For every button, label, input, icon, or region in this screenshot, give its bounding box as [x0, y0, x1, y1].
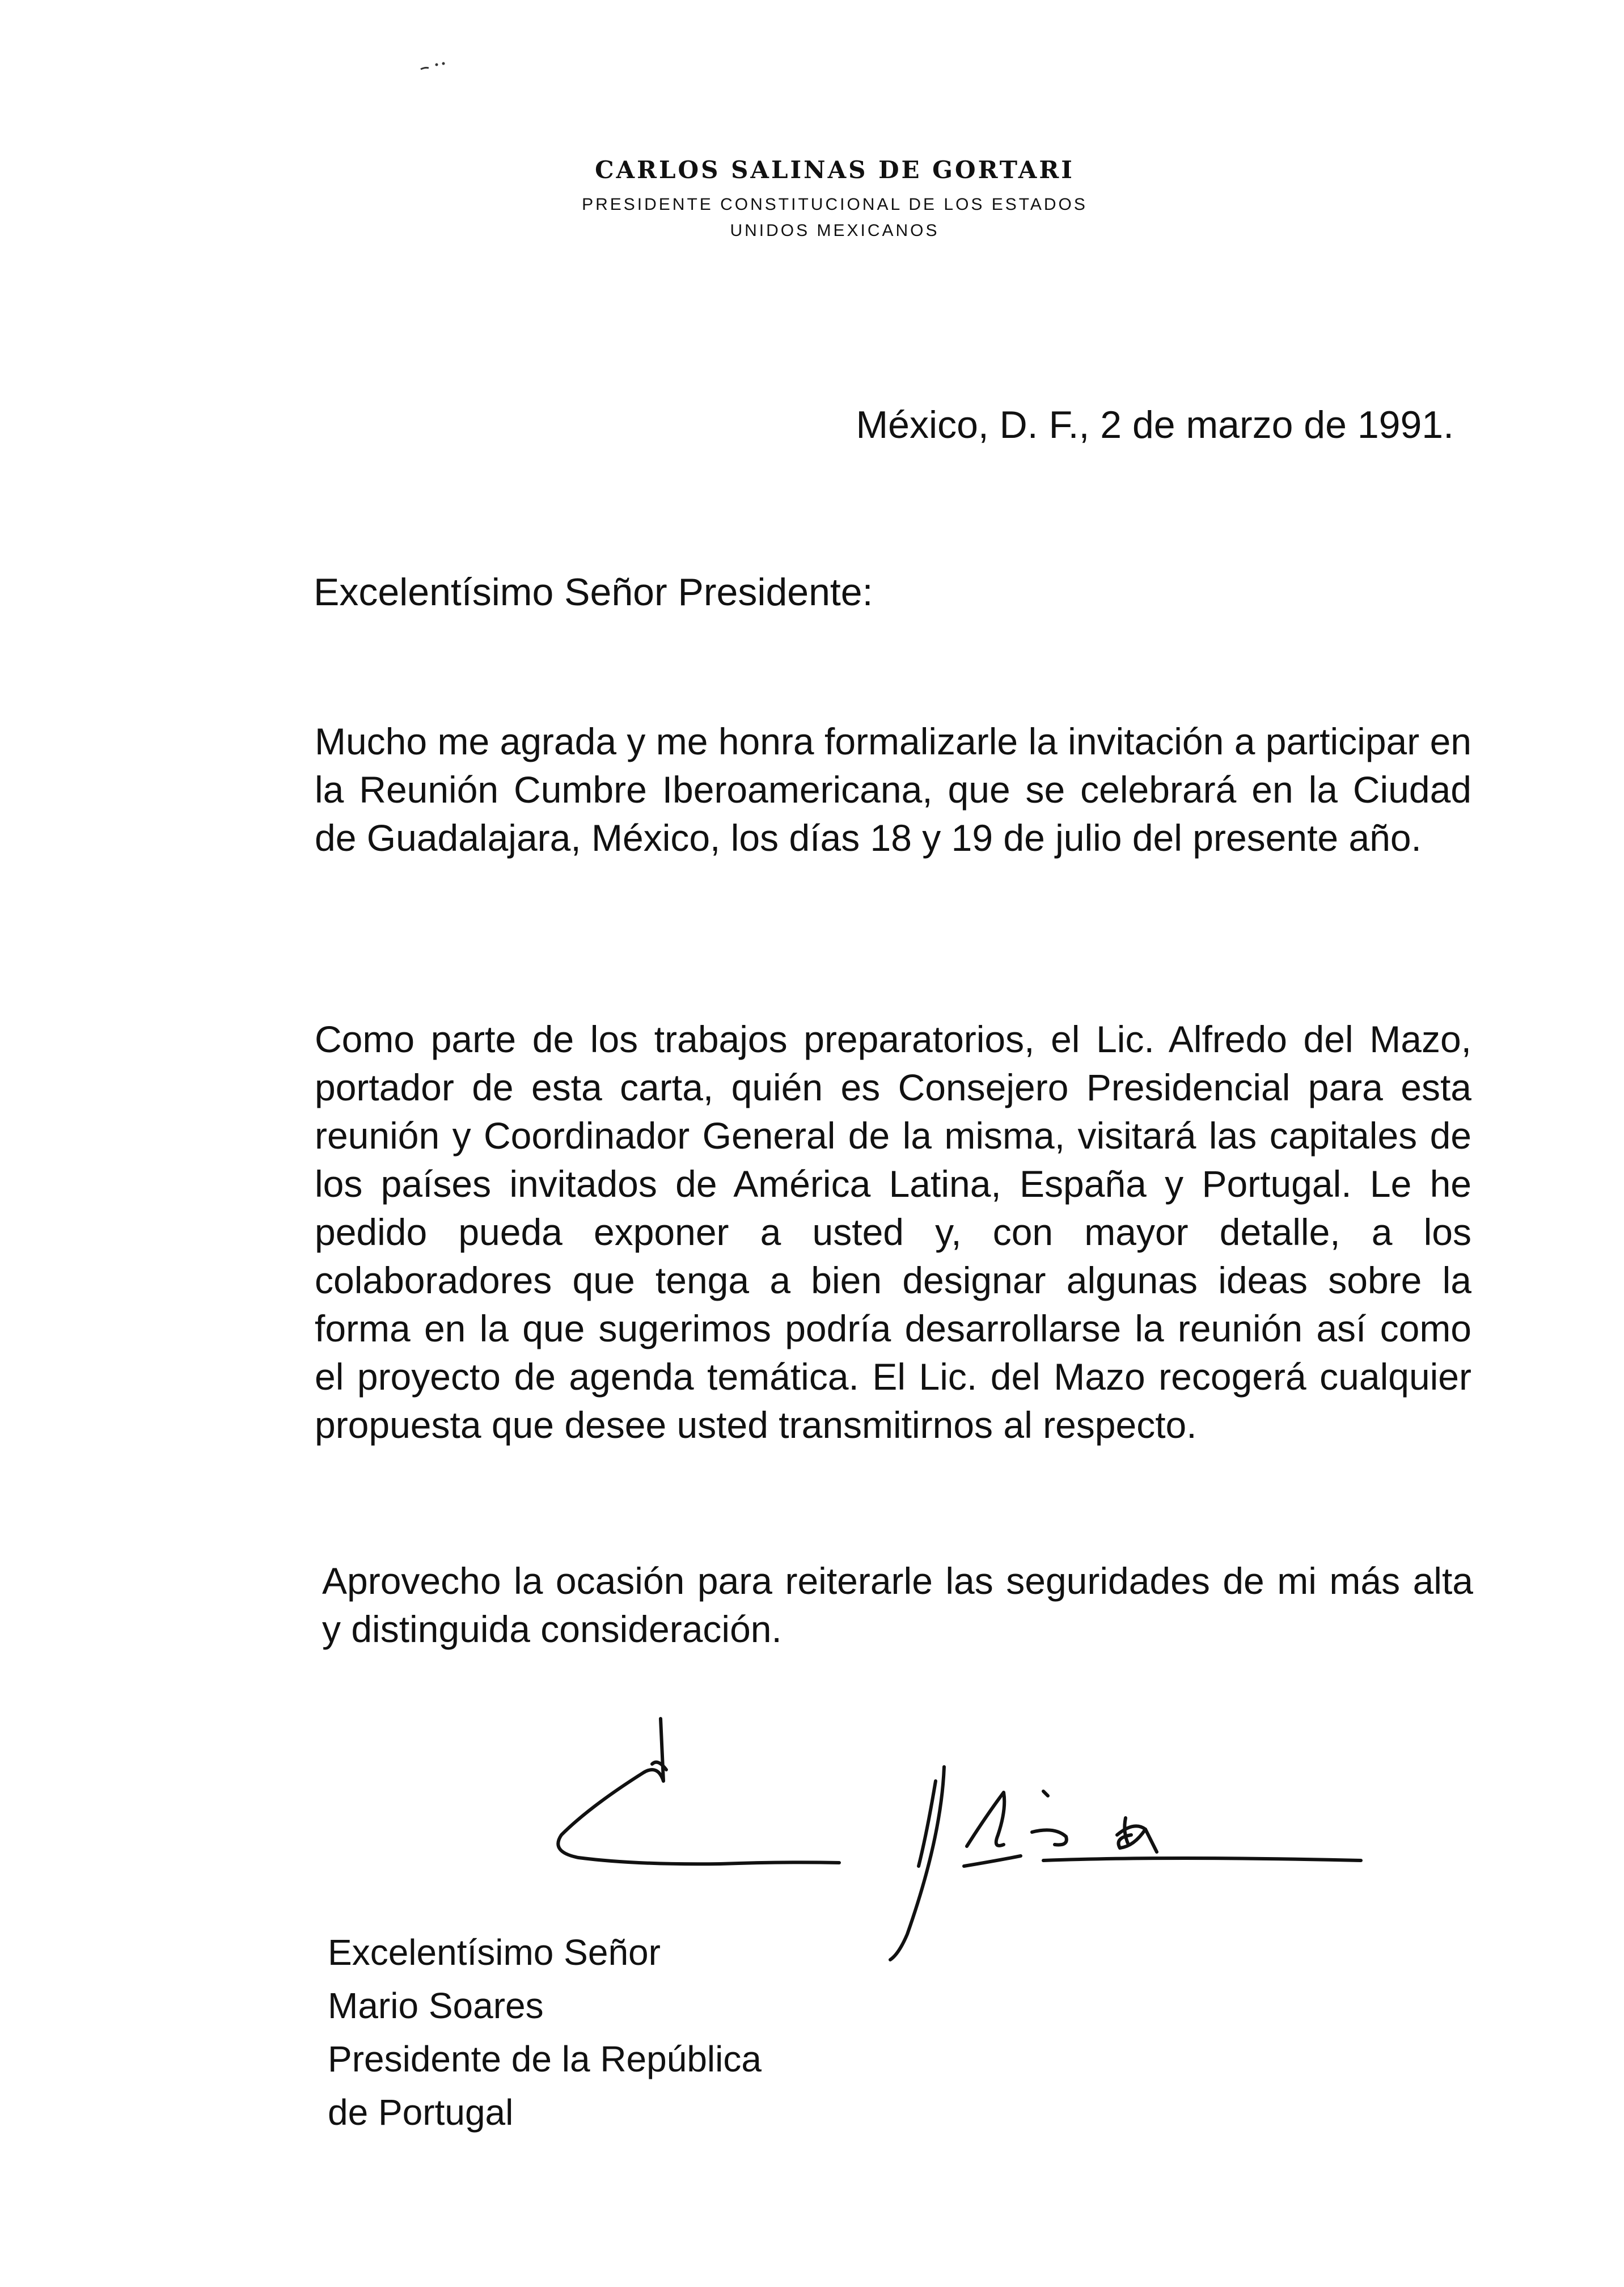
addressee-line-country: de Portugal — [328, 2092, 514, 2133]
addressee-block — [328, 1926, 762, 2139]
addressee-line-name: Mario Soares — [328, 1985, 544, 2026]
body-paragraph-preparations: Como parte de los trabajos preparatorios, el Lic. Alfredo del Mazo, portador de esta carta, quién es Consejero Presidencial para esta reunión y Coordinador General de la misma, visitará las capitales de los países invitados de América Latina, España y Portugal. Le he pedido pueda exponer a usted y, con mayor detalle, a los colaboradores que tenga a bien designar algunas ideas sobre la forma en la que sugerimos podría desarrollarse la reunión así como el proyecto de agenda temática. El Lic. del Mazo recogerá cualquier propuesta que desee usted transmitirnos al respecto. — [315, 1018, 1471, 1446]
addressee-line-office: Presidente de la República — [328, 2039, 762, 2079]
body-paragraph-invitation: Mucho me agrada y me honra formalizarle la invitación a participar en la Reunión Cumbre Iberoamericana, que se celebrará en la Ciudad de Guadalajara, México, los días 18 y 19 de julio del presente año. — [315, 720, 1471, 859]
letterhead-name: CARLOS SALINAS DE GORTARI — [595, 156, 1075, 184]
letterhead-title-line1: PRESIDENTE CONSTITUCIONAL DE LOS ESTADOS — [582, 195, 1088, 214]
salutation: Excelentísimo Señor Presidente: — [314, 571, 873, 614]
handwritten-signature — [544, 1696, 1372, 1963]
addressee-line-honorific: Excelentísimo Señor — [328, 1932, 661, 1973]
date-line: México, D. F., 2 de marzo de 1991. — [856, 403, 1454, 446]
stray-ink-mark — [420, 57, 454, 74]
letterhead-title-line2: UNIDOS MEXICANOS — [730, 221, 940, 240]
body-paragraph-closing: Aprovecho la ocasión para reiterarle las seguridades de mi más alta y distinguida consideración. — [322, 1560, 1473, 1650]
letterhead — [0, 156, 1624, 244]
